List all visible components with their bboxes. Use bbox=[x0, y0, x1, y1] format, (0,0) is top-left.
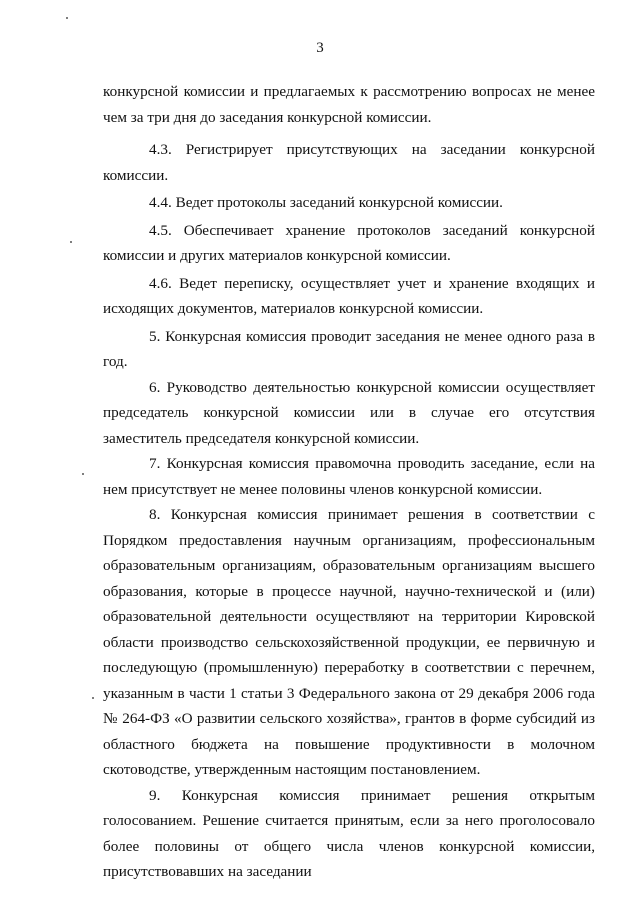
paragraph-6: 6. Руководство деятельностью конкурсной комиссии осуществляет председатель конкурсной комиссии или в случае его отсутствия заместитель председателя конкурсной комиссии. bbox=[103, 378, 595, 447]
paragraph-5: 5. Конкурсная комиссия проводит заседания не менее одного раза в год. bbox=[103, 327, 595, 370]
document-body bbox=[103, 79, 595, 885]
paragraph-9: 9. Конкурсная комиссия принимает решения открытым голосованием. Решение считается принятым, если за него проголосовало более половины от общего числа членов конкурсной комиссии, присутствовавших на заседании bbox=[103, 786, 595, 880]
scan-speck bbox=[82, 473, 84, 475]
paragraph-8: 8. Конкурсная комиссия принимает решения в соответствии с Порядком предоставления научным организациям, профессиональным образовательным организациям, образовательным организациям высшего образования, которые в процессе научной, научно-технической и (или) образовательной деятельности осуществляют на территории Кировской области производство сельскохозяйственной продукции, ее первичную и последующую (промышленную) переработку в соответствии с перечнем, указанным в части 1 статьи 3 Федерального закона от 29 декабря 2006 года № 264-ФЗ «О развитии сельского хозяйства», грантов в форме субсидий из областного бюджета на повышение продуктивности в молочном скотоводстве, утвержденным настоящим постановлением. bbox=[103, 506, 595, 778]
paragraph-4-3: 4.3. Регистрирует присутствующих на заседании конкурсной комиссии. bbox=[103, 141, 595, 184]
paragraph-continuation: конкурсной комиссии и предлагаемых к рассмотрению вопросах не менее чем за три дня до заседания конкурсной комиссии. bbox=[103, 83, 595, 126]
scan-speck bbox=[70, 241, 72, 243]
paragraph-7: 7. Конкурсная комиссия правомочна проводить заседание, если на нем присутствует не менее половины членов конкурсной комиссии. bbox=[103, 455, 595, 498]
scan-speck bbox=[66, 17, 68, 19]
scan-speck bbox=[92, 697, 94, 699]
paragraph-4-4: 4.4. Ведет протоколы заседаний конкурсной комиссии. bbox=[149, 194, 503, 211]
paragraph-4-6: 4.6. Ведет переписку, осуществляет учет и хранение входящих и исходящих документов, материалов конкурсной комиссии. bbox=[103, 274, 595, 317]
page-number: 3 bbox=[316, 40, 324, 56]
paragraph-4-5: 4.5. Обеспечивает хранение протоколов заседаний конкурсной комиссии и других материалов конкурсной комиссии. bbox=[103, 221, 595, 264]
